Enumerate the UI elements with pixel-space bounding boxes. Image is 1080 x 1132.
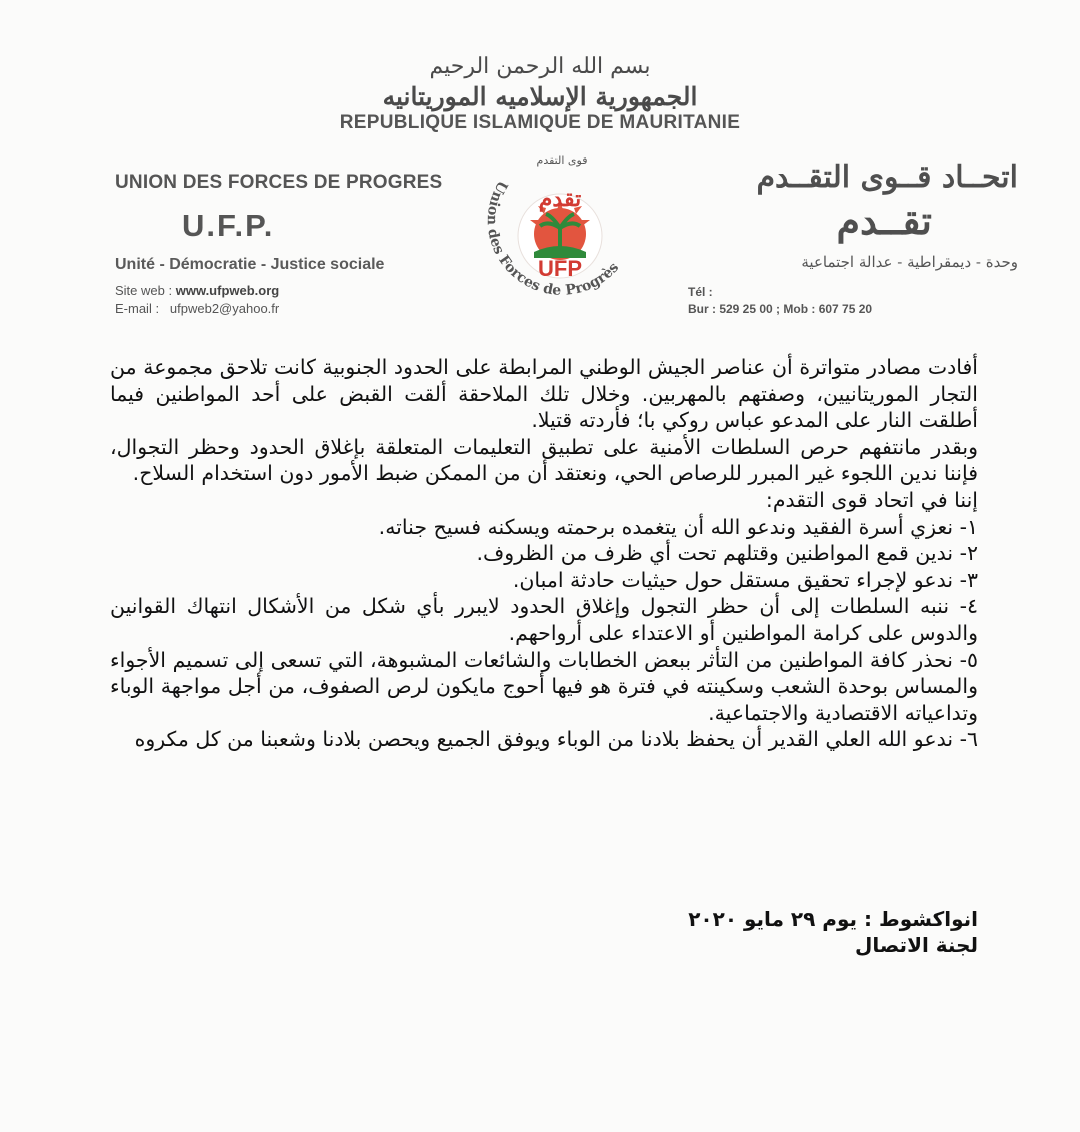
paragraph: أفادت مصادر متواترة أن عناصر الجيش الوطني المرابطة على الحدود الجنوبية كانت تلاحق مجموعة من التجار الموريتانيين، وصفتهم بالمهربين. وخلال تلك الملاحقة ألقت القبض على أحد المواطنين فيما أطلقت النار على المدعو عباس روكي با؛ فأردته قتيلا. (110, 355, 978, 433)
logo-ring-text: Union des Forces de Progrès (483, 177, 623, 299)
signature: لجنة الاتصال (854, 933, 978, 957)
logo-center-ufp: UFP (538, 256, 582, 281)
logo-top-text: قوى التقدم (536, 154, 588, 167)
statement-body (110, 354, 978, 753)
party-name-arabic: اتحــاد قــوى التقــدم (756, 160, 1018, 195)
email-value: ufpweb2@yahoo.fr (169, 301, 280, 316)
republic-french: REPUBLIQUE ISLAMIQUE DE MAURITANIE (339, 112, 741, 133)
telephone-numbers: Bur : 529 25 00 ; Mob : 607 75 20 (688, 302, 873, 316)
list-item: ٥- نحذر كافة المواطنين من التأثر ببعض الخطابات والشائعات المشبوهة، التي تسعى إلى تسميم الأجواء والمساس بوحدة الشعب وسكينته في فترة هو فيها أحوج مايكون لرص الصفوف، من أجل مواجهة الوباء وتداعياته الاقتصادية والاجتماعية. (110, 647, 978, 725)
party-name-french: UNION DES FORCES DE PROGRES (115, 172, 443, 193)
website-row (115, 283, 279, 298)
party-motto-arabic: وحدة - ديمقراطية - عدالة اجتماعية (801, 253, 1018, 271)
republic-arabic: الجمهورية الإسلاميه الموريتانيه (382, 82, 698, 111)
telephone-label: Tél : (688, 285, 713, 299)
date-line: انواكشوط : يوم ٢٩ مايو ٢٠٢٠ (688, 907, 978, 931)
list-item: ٢- ندين قمع المواطنين وقتلهم تحت أي ظرف من الظروف. (476, 541, 978, 566)
list-item: ١- نعزي أسرة الفقيد وندعو الله أن يتغمده برحمته ويسكنه فسيح جناته. (378, 514, 978, 539)
ufp-party-logo-icon (470, 140, 655, 330)
party-abbreviation: U.F.P. (182, 208, 275, 243)
list-item: ٤- ننبه السلطات إلى أن حظر التجول وإغلاق الحدود لايبرر بأي شكل من الأشكال انتهاك القوانين والدوس على كرامة المواطنين أو الاعتداء على أرواحهم. (110, 594, 978, 645)
list-item: ٣- ندعو لإجراء تحقيق مستقل حول حيثيات حادثة امبان. (512, 567, 978, 592)
basmala: بسم الله الرحمن الرحيم (429, 54, 651, 79)
email-label: E-mail : (115, 301, 160, 316)
website-value: www.ufpweb.org (175, 283, 280, 298)
website-label: Site web : (115, 283, 173, 298)
closing-block (600, 906, 978, 958)
party-short-arabic: تقــدم (836, 198, 932, 243)
paragraph: وبقدر مانتفهم حرص السلطات الأمنية على تطبيق التعليمات المتعلقة بإغلاق الحدود وحظر التجوال، فإننا ندين اللجوء غير المبرر للرصاص الحي، ونعتقد أن من الممكن ضبط الأمور دون استخدام السلاح. (110, 434, 978, 486)
logo-center-arabic: تقدم (538, 186, 582, 212)
party-motto-french: Unité - Démocratie - Justice sociale (115, 256, 385, 273)
list-item: ٦- ندعو الله العلي القدير أن يحفظ بلادنا من الوباء ويوفق الجميع ويحصن بلادنا وشعبنا من كل مكروه (134, 727, 978, 752)
email-row (115, 301, 279, 316)
paragraph: إننا في اتحاد قوى التقدم: (765, 487, 978, 512)
